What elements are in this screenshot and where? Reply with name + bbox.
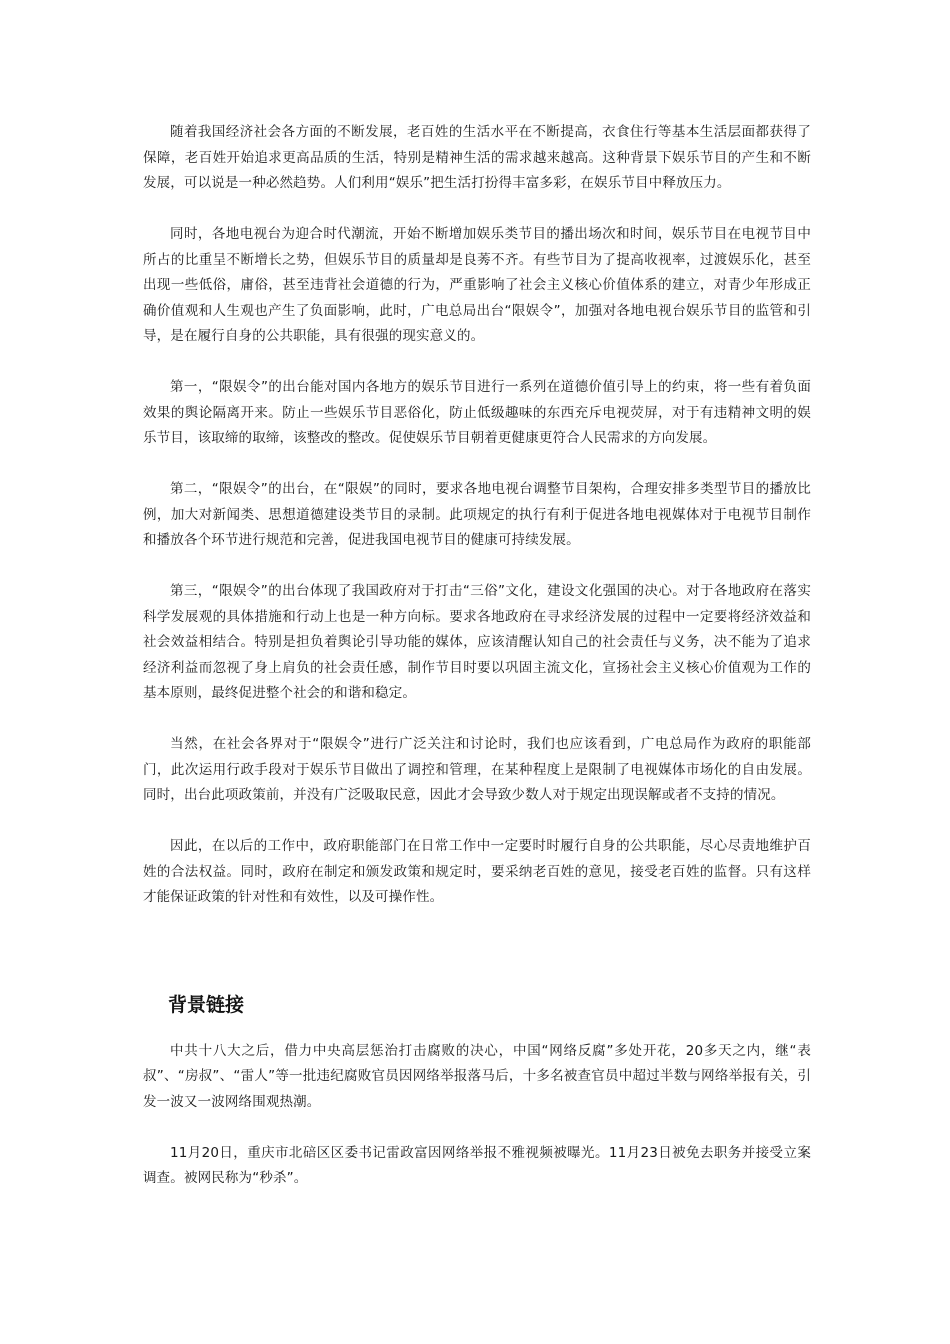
- background-paragraph-1: 中共十八大之后，借力中央高层惩治打击腐败的决心，中国“网络反腐”多处开花，20多天之内，继“表叔”、“房叔”、“雷人”等一批违纪腐败官员因网络举报落马后，十多名被查官员中超过半数与网络举报有关，引发一波又一波网络围观热潮。: [143, 1042, 811, 1110]
- body-paragraph-4: 第二，“限娱令”的出台，在“限娱”的同时，要求各地电视台调整节目架构，合理安排多类型节目的播放比例，加大对新闻类、思想道德建设类节目的录制。此项规定的执行有利于促进各地电视媒体对于电视节目制作和播放各个环节进行规范和完善，促进我国电视节目的健康可持续发展。: [143, 481, 811, 548]
- body-paragraph-5: 第三，“限娱令”的出台体现了我国政府对于打击“三俗”文化，建设文化强国的决心。对于各地政府在落实科学发展观的具体措施和行动上也是一种方向标。要求各地政府在寻求经济发展的过程中一定要将经济效益和社会效益相结合。特别是担负着舆论引导功能的媒体，应该清醒认知自己的社会责任与义务，决不能为了追求经济利益而忽视了身上肩负的社会责任感，制作节目时要以巩固主流文化，宣扬社会主义核心价值观为工作的基本原则，最终促进整个社会的和谐和稳定。: [143, 583, 811, 701]
- body-paragraph-2: 同时，各地电视台为迎合时代潮流，开始不断增加娱乐类节目的播出场次和时间，娱乐节目在电视节目中所占的比重呈不断增长之势，但娱乐节目的质量却是良莠不齐。有些节目为了提高收视率，过渡娱乐化，甚至出现一些低俗，庸俗，甚至违背社会道德的行为，严重影响了社会主义核心价值体系的建立，对青少年形成正确价值观和人生观也产生了负面影响，此时，广电总局出台“限娱令”，加强对各地电视台娱乐节目的监管和引导，是在履行自身的公共职能，具有很强的现实意义的。: [143, 226, 811, 344]
- body-paragraph-6: 当然，在社会各界对于“限娱令”进行广泛关注和讨论时，我们也应该看到，广电总局作为政府的职能部门，此次运用行政手段对于娱乐节目做出了调控和管理，在某种程度上是限制了电视媒体市场化的自由发展。同时，出台此项政策前，并没有广泛吸取民意，因此才会导致少数人对于规定出现误解或者不支持的情况。: [143, 736, 811, 803]
- body-paragraph-1: 随着我国经济社会各方面的不断发展，老百姓的生活水平在不断提高，衣食住行等基本生活层面都获得了保障，老百姓开始追求更高品质的生活，特别是精神生活的需求越来越高。这种背景下娱乐节目的产生和不断发展，可以说是一种必然趋势。人们利用“娱乐”把生活打扮得丰富多彩，在娱乐节目中释放压力。: [143, 124, 811, 191]
- body-paragraph-7: 因此，在以后的工作中，政府职能部门在日常工作中一定要时时履行自身的公共职能，尽心尽责地维护百姓的合法权益。同时，政府在制定和颁发政策和规定时，要采纳老百姓的意见，接受老百姓的监督。只有这样才能保证政策的针对性和有效性，以及可操作性。: [143, 838, 811, 905]
- body-paragraph-3: 第一，“限娱令”的出台能对国内各地方的娱乐节目进行一系列在道德价值引导上的约束，将一些有着负面效果的舆论隔离开来。防止一些娱乐节目恶俗化，防止低级趣味的东西充斥电视荧屏，对于有违精神文明的娱乐节目，该取缔的取缔，该整改的整改。促使娱乐节目朝着更健康更符合人民需求的方向发展。: [143, 379, 811, 446]
- section-title-background: 背景链接: [168, 993, 245, 1016]
- document-page: [143, 120, 811, 1192]
- background-paragraph-2: 11月20日，重庆市北碚区区委书记雷政富因网络举报不雅视频被曝光。11月23日被免去职务并接受立案调查。被网民称为“秒杀”。: [143, 1144, 811, 1186]
